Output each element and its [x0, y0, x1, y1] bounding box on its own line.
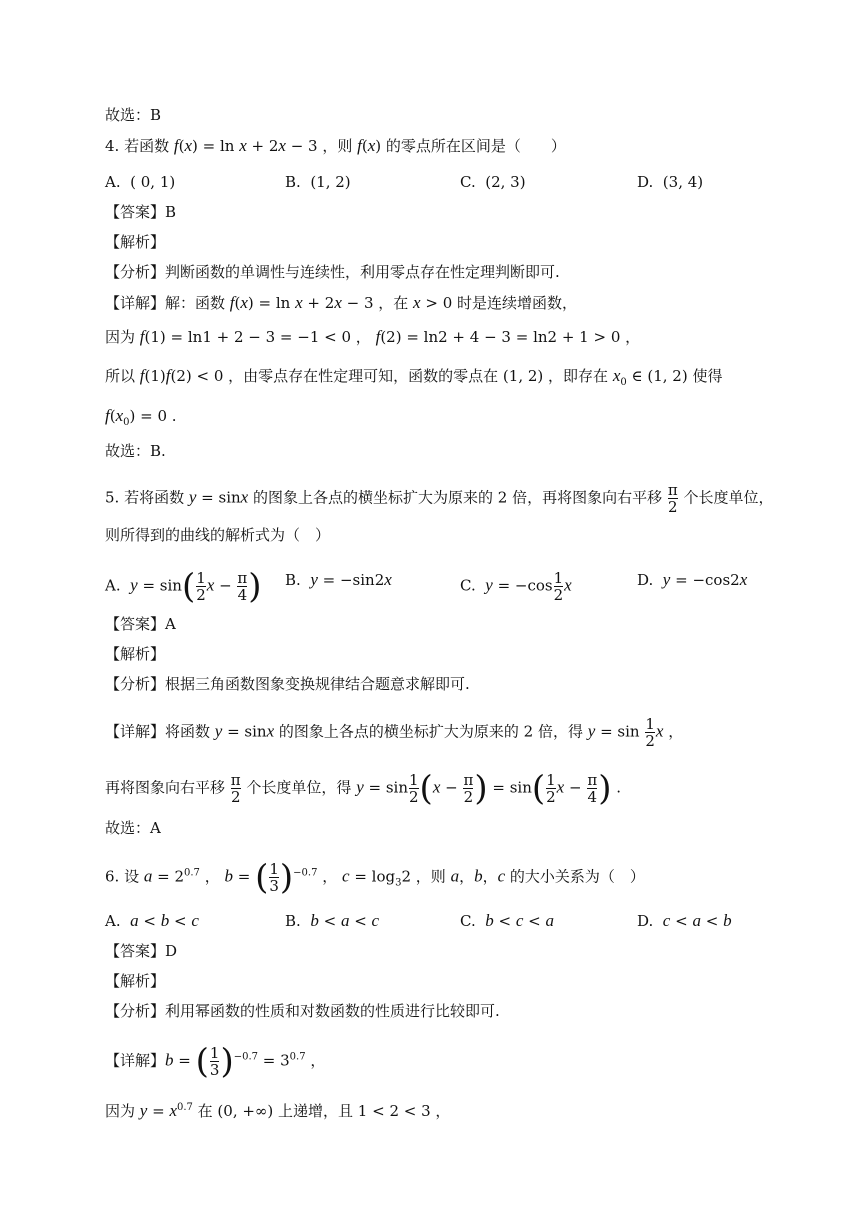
q4-option-a: A. ( 0, 1)	[105, 173, 176, 191]
q6-analysis: 【分析】利用幂函数的性质和对数函数的性质进行比较即可.	[105, 1002, 500, 1020]
question-5-line-2: 则所得到的曲线的解析式为（ ）	[105, 526, 331, 544]
q4-analysis-heading: 【解析】	[105, 233, 166, 251]
q5-option-b: B. y = −sin2x	[285, 570, 392, 589]
q6-option-c: C. b < c < a	[460, 911, 555, 930]
question-4: 4. 若函数 f(x) = ln x + 2x − 3 ，则 f(x) 的零点所在区间是（ ）	[105, 136, 566, 155]
q4-option-d: D. (3, 4)	[637, 173, 704, 191]
q6-option-a: A. a < b < c	[105, 911, 199, 930]
q6-detail-2: 因为 $y = x^{0.7}$ 在 (0, +∞) 上递增，且 1 < 2 < 3 ，	[105, 1101, 451, 1120]
q6-detail: 【详解】b = ( $\frac{1}{3}$ )$^{-0.7} = 3^{0.7}$ ，	[105, 1041, 326, 1082]
q5-answer: 【答案】A	[105, 615, 176, 633]
q5-analysis: 【分析】根据三角函数图象变换规律结合题意求解即可.	[105, 675, 470, 693]
q6-option-b: B. b < a < c	[285, 911, 380, 930]
q4-detail: 【详解】解：函数 f(x) = ln x + 2x − 3 ，在 x > 0 时是连续增函数，	[105, 293, 578, 312]
q5-option-d: D. y = −cos2x	[637, 570, 748, 589]
question-6: 6. 设 $a = 2^{0.7}$ ， b = ( $\frac{1}{3}$ )$^{-0.7}$ ， $c = \log_32$ ，则 a，b，c 的大小关系为（ ）	[105, 857, 645, 898]
q4-option-b: B. (1, 2)	[285, 173, 351, 191]
q5-conclusion: 故选：A	[105, 819, 161, 837]
q5-analysis-heading: 【解析】	[105, 645, 166, 663]
q5-option-c: C. y = −cos $\frac{1}{2}$ x	[460, 569, 572, 604]
q6-option-d: D. c < a < b	[637, 911, 732, 930]
q4-analysis: 【分析】判断函数的单调性与连续性，利用零点存在性定理判断即可.	[105, 263, 560, 281]
q4-detail-2: 因为 f(1) = ln1 + 2 − 3 = −1 < 0 ， f(2) = ln2 + 4 − 3 = ln2 + 1 > 0 ，	[105, 327, 641, 346]
q4-conclusion: 故选：B.	[105, 442, 166, 460]
q4-answer: 【答案】B	[105, 203, 177, 221]
q4-detail-4: $f(x_0) = 0$ .	[105, 406, 177, 428]
q5-detail-2: 再将图象向右平移 $\frac{\pi}{2}$ 个长度单位，得 y = sin $\frac{1}{2}$ (x − $\frac{\pi}{2}$ ) = sin( $\frac{1}{2}$ x − $\frac{\pi}{4}$ ) .	[105, 768, 621, 809]
q4-option-c: C. (2, 3)	[460, 173, 526, 191]
q6-analysis-heading: 【解析】	[105, 972, 166, 990]
q5-option-a: A. y = sin( $\frac{1}{2}$ x − $\frac{\pi}{4}$ )	[105, 566, 262, 607]
answer-line-q3: 故选：B	[105, 106, 162, 124]
q4-detail-3: 所以 f(1)f(2) < 0 ，由零点存在性定理可知，函数的零点在 (1, 2) ，即存在 $x_0$ ∈ (1, 2) 使得	[105, 366, 723, 388]
q5-detail: 【详解】将函数 y = sinx 的图象上各点的横坐标扩大为原来的 2 倍，得 y = sin $\frac{1}{2}$ x ，	[105, 715, 684, 750]
q6-answer: 【答案】D	[105, 942, 178, 960]
question-5-line-1: 5. 若将函数 y = sinx 的图象上各点的横坐标扩大为原来的 2 倍，再将图象向右平移 $\frac{\pi}{2}$ 个长度单位，	[105, 481, 774, 516]
